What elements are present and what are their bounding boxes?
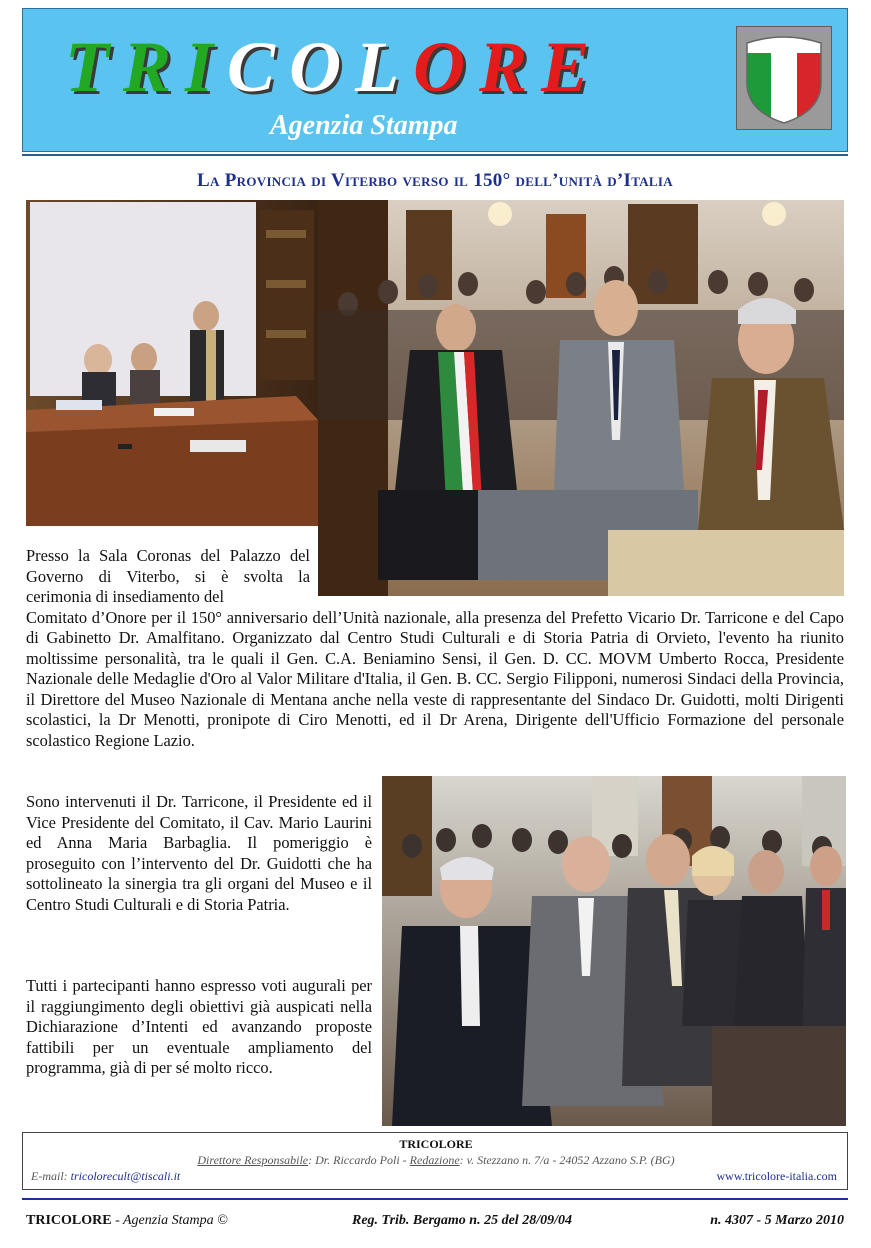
email-link[interactable]: tricolorecult@tiscali.it <box>70 1169 181 1183</box>
masthead-title <box>65 25 745 109</box>
colophon-brand <box>26 1212 228 1230</box>
colophon-issue: n. 4307 - 5 Marzo 2010 <box>710 1213 844 1228</box>
photo-mayor-guests <box>318 200 844 596</box>
colophon-brand-suffix: - Agenzia Stampa © <box>111 1213 228 1228</box>
masthead-divider <box>22 154 848 156</box>
masthead-letter: E <box>541 27 604 107</box>
director-value: : Dr. Riccardo Poli - <box>308 1153 410 1167</box>
masthead-subtitle: Agenzia Stampa <box>270 110 458 141</box>
editorial-value: : v. Stezzano n. 7/a - 24052 Azzano S.P. (BG) <box>459 1153 675 1167</box>
bottom-divider <box>22 1198 848 1200</box>
masthead-letter: T <box>65 27 123 107</box>
editorial-label: Redazione <box>409 1153 460 1167</box>
colophon-registration: Reg. Trib. Bergamo n. 25 del 28/09/04 <box>352 1213 572 1228</box>
masthead-letter: R <box>479 27 542 107</box>
article-intro: Presso la Sala Coronas del Palazzo del Governo di Viterbo, si è svolta la cerimonia di insediamento del <box>26 546 310 607</box>
article-paragraph-2: Sono intervenuti il Dr. Tarricone, il Presidente ed il Vice Presidente del Comitato, il Cav. Mario Laurini ed Anna Maria Barbaglia. Il pomeriggio è proseguito con l’intervento del Dr. Guidotti che ha sottolineato la sinergia tra gli organi del Museo e il Centro Studi Culturali e di Storia Patria. <box>26 792 372 914</box>
footer-title: TRICOLORE <box>399 1137 473 1151</box>
masthead-letter: O <box>413 27 480 107</box>
masthead-letter: C <box>227 27 290 107</box>
italian-flag-shield-icon <box>736 26 832 130</box>
article-paragraph-3: Tutti i partecipanti hanno espresso voti augurali per il raggiungimento degli obiettivi già auspicati nella Dichiarazione d’Intenti ed avanzando proposte fattibili per un eventuale ampliamento del programma, già di per sé molto ricco. <box>26 976 372 1078</box>
masthead-letter: O <box>289 27 356 107</box>
email-label: E-mail: <box>31 1169 71 1183</box>
footer-credits-box <box>22 1132 848 1190</box>
masthead-letter: R <box>122 27 186 107</box>
footer-staff-line <box>23 1153 849 1167</box>
colophon-brand-name: TRICOLORE <box>26 1213 112 1228</box>
director-label: Direttore Responsabile <box>197 1153 309 1167</box>
masthead-letter: I <box>185 27 228 107</box>
article-paragraph-main: Comitato d’Onore per il 150° anniversario dell’Unità nazionale, alla presenza del Prefetto Vicario Dr. Tarricone e del Capo di Gabinetto Dr. Amalfitano. Organizzato dal Centro Studi Culturali e di Storia Patria di Orvieto, l'evento ha riunito moltissime personalità, tra le quali il Gen. C.A. Beniamino Sensi, il Gen. D. CC. MOVM Umberto Rocca, Presidente Nazionale delle Medaglie d'Oro al Valor Militare d'Italia, il Gen. B. CC. Sergio Filipponi, numerosi Sindaci della Provincia, il Direttore del Museo Nazionale di Mentana anche nella veste di rappresentante del Sindaco Dr. Guidotti, molti Dirigenti scolastici, la Dr Menotti, pronipote di Ciro Menotti, ed il Dr Arena, Dirigente dell'Ufficio Formazione del personale scolastico Regione Lazio. <box>26 607 844 750</box>
photo-audience <box>382 776 846 1126</box>
photo-speaker-table <box>26 200 318 526</box>
footer-email <box>31 1169 180 1183</box>
article-title: La Provincia di Viterbo verso il 150° dell’unità d’Italia <box>197 170 673 191</box>
masthead-letter: L <box>355 27 414 107</box>
website-link[interactable]: www.tricolore-italia.com <box>716 1169 837 1183</box>
